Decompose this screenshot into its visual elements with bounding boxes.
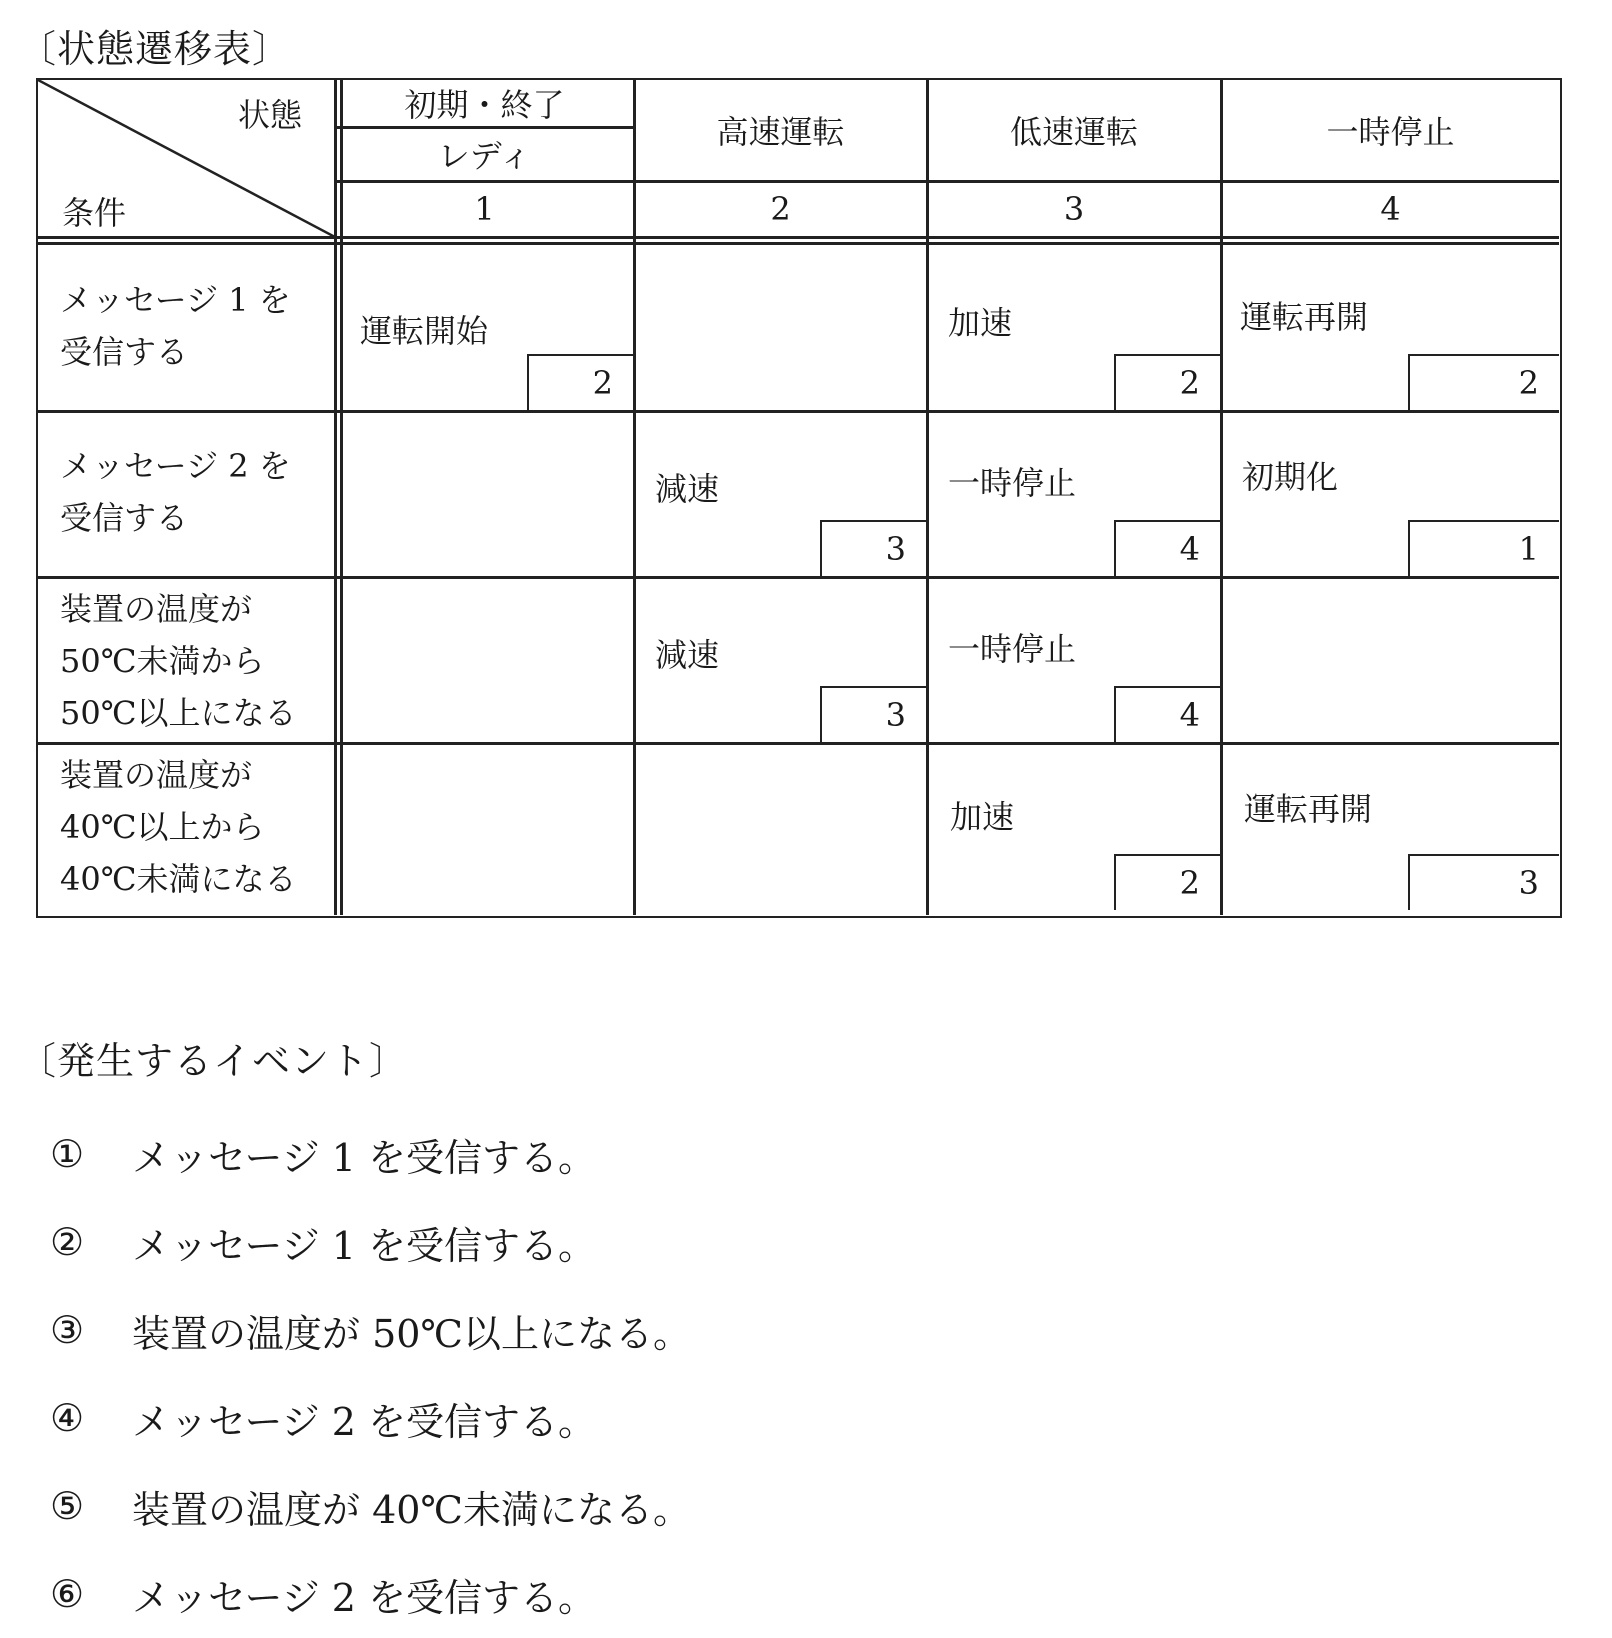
condition-line: 受信する — [60, 499, 189, 537]
event-item — [50, 1286, 691, 1374]
state-name-ready: レディ — [437, 137, 532, 175]
condition-message1 — [60, 274, 291, 378]
next-state-box: 4 — [1114, 520, 1220, 576]
state-name-pause: 一時停止 — [1326, 113, 1455, 151]
action-label: 一時停止 — [948, 630, 1077, 668]
header-bottom-line — [38, 242, 1559, 245]
next-state-box: 4 — [1114, 686, 1220, 742]
next-state-box: 3 — [820, 686, 926, 742]
next-state-box: 3 — [1408, 854, 1559, 910]
event-text: メッセージ 2 を受信する。 — [132, 1399, 597, 1444]
action-label: 一時停止 — [948, 464, 1077, 502]
event-number: ⑥ — [50, 1572, 85, 1616]
row-divider — [38, 576, 1559, 579]
condition-line: 50℃未満から — [60, 642, 265, 680]
state-name-high-speed: 高速運転 — [716, 113, 845, 151]
corner-condition-label: 条件 — [62, 194, 127, 232]
next-state-box: 2 — [1114, 854, 1220, 910]
event-item — [50, 1374, 691, 1462]
action-label: 初期化 — [1242, 458, 1339, 496]
state-name-initial: 初期・終了 — [404, 86, 565, 124]
next-state-box: 3 — [820, 520, 926, 576]
condition-temp-drop — [60, 749, 297, 905]
action-label: 加速 — [950, 798, 1015, 836]
event-number: ① — [50, 1132, 85, 1176]
condition-line: 受信する — [60, 333, 189, 371]
action-label: 加速 — [948, 304, 1013, 342]
event-item — [50, 1110, 691, 1198]
event-text: メッセージ 2 を受信する。 — [132, 1575, 597, 1620]
row-divider — [38, 410, 1559, 413]
state-number: 2 — [770, 190, 791, 228]
condition-line: 50℃以上になる — [60, 694, 297, 732]
state-name-low-speed: 低速運転 — [1009, 113, 1138, 151]
event-number: ⑤ — [50, 1484, 85, 1528]
event-number: ② — [50, 1220, 85, 1264]
condition-line: 装置の温度が — [60, 756, 253, 794]
action-label: 運転再開 — [1244, 790, 1373, 828]
events-heading: 〔発生するイベント〕 — [18, 1039, 409, 1083]
next-state-box: 2 — [527, 354, 633, 410]
action-label: 減速 — [655, 636, 720, 674]
next-state-box: 2 — [1114, 354, 1220, 410]
condition-line: 装置の温度が — [60, 590, 253, 628]
action-label: 運転再開 — [1240, 298, 1369, 336]
event-text: 装置の温度が 40℃未満になる。 — [132, 1487, 691, 1532]
condition-line: メッセージ 1 を — [60, 281, 291, 319]
next-state-box: 2 — [1408, 354, 1559, 410]
corner-state-label: 状態 — [238, 96, 303, 134]
action-label: 運転開始 — [360, 312, 489, 350]
event-item — [50, 1198, 691, 1286]
condition-line: 40℃未満になる — [60, 860, 297, 898]
event-number: ④ — [50, 1396, 85, 1440]
event-item — [50, 1462, 691, 1550]
event-text: メッセージ 1 を受信する。 — [132, 1223, 597, 1268]
condition-temp-rise — [60, 583, 297, 739]
table-heading: 〔状態遷移表〕 — [18, 27, 292, 71]
event-list — [50, 1110, 691, 1638]
state-number: 1 — [474, 190, 495, 228]
event-number: ③ — [50, 1308, 85, 1352]
state-transition-table — [36, 78, 1562, 918]
state-number: 3 — [1063, 190, 1085, 228]
row-divider — [38, 742, 1559, 745]
state-number: 4 — [1380, 190, 1401, 228]
next-state-box: 1 — [1408, 520, 1559, 576]
condition-message2 — [60, 440, 291, 544]
event-text: 装置の温度が 50℃以上になる。 — [132, 1311, 691, 1356]
event-text: メッセージ 1 を受信する。 — [132, 1135, 597, 1180]
condition-line: 40℃以上から — [60, 808, 265, 846]
condition-line: メッセージ 2 を — [60, 447, 291, 485]
event-item — [50, 1550, 691, 1638]
action-label: 減速 — [655, 470, 720, 508]
